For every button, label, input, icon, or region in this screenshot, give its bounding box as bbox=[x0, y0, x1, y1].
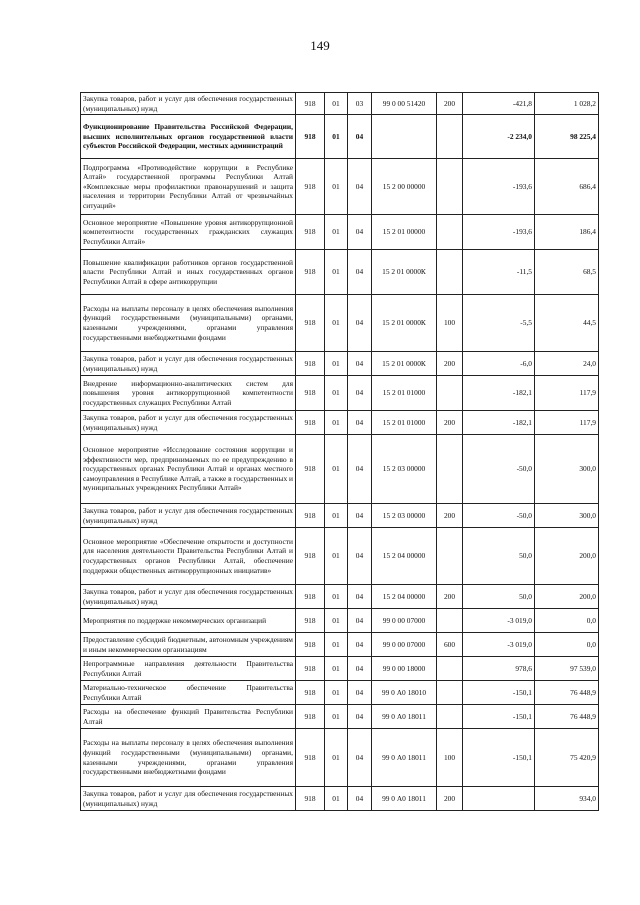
expense-type-cell bbox=[437, 250, 463, 295]
subsection-code-cell: 04 bbox=[348, 295, 372, 352]
expense-type-cell bbox=[437, 376, 463, 411]
target-article-cell: 15 2 01 0000К bbox=[372, 250, 437, 295]
target-article-cell: 15 2 01 01000 bbox=[372, 411, 437, 435]
expense-type-cell: 200 bbox=[437, 585, 463, 609]
admin-code-cell: 918 bbox=[296, 705, 325, 729]
target-article-cell: 15 2 01 00000 bbox=[372, 215, 437, 250]
subsection-code-cell: 04 bbox=[348, 411, 372, 435]
admin-code-cell: 918 bbox=[296, 609, 325, 633]
section-code-cell: 01 bbox=[325, 159, 348, 215]
change-amount-cell: -2 234,0 bbox=[463, 115, 535, 159]
expense-name-cell: Предоставление субсидий бюджетным, автономным учреждениям и иным некоммерческим организациям bbox=[81, 633, 296, 657]
admin-code-cell: 918 bbox=[296, 295, 325, 352]
subsection-code-cell: 04 bbox=[348, 215, 372, 250]
admin-code-cell: 918 bbox=[296, 411, 325, 435]
total-amount-cell: 934,0 bbox=[535, 787, 599, 811]
target-article-cell: 15 2 01 01000 bbox=[372, 376, 437, 411]
total-amount-cell: 200,0 bbox=[535, 528, 599, 585]
page-number: 149 bbox=[310, 38, 330, 53]
admin-code-cell: 918 bbox=[296, 585, 325, 609]
total-amount-cell: 686,4 bbox=[535, 159, 599, 215]
total-amount-cell: 24,0 bbox=[535, 352, 599, 376]
table-row bbox=[81, 93, 599, 115]
change-amount-cell: -150,1 bbox=[463, 705, 535, 729]
table-row bbox=[81, 159, 599, 215]
section-code-cell: 01 bbox=[325, 705, 348, 729]
change-amount-cell: -3 019,0 bbox=[463, 609, 535, 633]
admin-code-cell: 918 bbox=[296, 633, 325, 657]
section-code-cell: 01 bbox=[325, 633, 348, 657]
expense-name-cell: Материально-техническое обеспечение Правительства Республики Алтай bbox=[81, 681, 296, 705]
expense-name-cell: Повышение квалификации работников органов государственной власти Республики Алтай и иных государственных органов Республики Алтай в сфере антикоррупции bbox=[81, 250, 296, 295]
subsection-code-cell: 04 bbox=[348, 633, 372, 657]
subsection-code-cell: 03 bbox=[348, 93, 372, 115]
target-article-cell: 15 2 01 0000К bbox=[372, 295, 437, 352]
section-code-cell: 01 bbox=[325, 295, 348, 352]
section-code-cell: 01 bbox=[325, 435, 348, 504]
admin-code-cell: 918 bbox=[296, 352, 325, 376]
section-code-cell: 01 bbox=[325, 504, 348, 528]
subsection-code-cell: 04 bbox=[348, 115, 372, 159]
target-article-cell: 15 2 03 00000 bbox=[372, 435, 437, 504]
table-row bbox=[81, 504, 599, 528]
target-article-cell: 99 0 А0 18011 bbox=[372, 705, 437, 729]
expense-type-cell: 200 bbox=[437, 93, 463, 115]
total-amount-cell: 76 448,9 bbox=[535, 681, 599, 705]
change-amount-cell: -421,8 bbox=[463, 93, 535, 115]
expense-type-cell bbox=[437, 705, 463, 729]
section-code-cell: 01 bbox=[325, 681, 348, 705]
table-row bbox=[81, 657, 599, 681]
admin-code-cell: 918 bbox=[296, 681, 325, 705]
subsection-code-cell: 04 bbox=[348, 787, 372, 811]
table-body bbox=[81, 93, 599, 811]
change-amount-cell: -3 019,0 bbox=[463, 633, 535, 657]
section-code-cell: 01 bbox=[325, 528, 348, 585]
expense-name-cell: Основное мероприятие «Обеспечение открытости и доступности для населения деятельности Правительства Республики Алтай и государственных органов Республики Алтай, обеспечение поддержки общественных антикоррупционных инициатив» bbox=[81, 528, 296, 585]
section-code-cell: 01 bbox=[325, 250, 348, 295]
admin-code-cell: 918 bbox=[296, 159, 325, 215]
target-article-cell: 15 2 04 00000 bbox=[372, 528, 437, 585]
expense-name-cell: Расходы на обеспечение функций Правительства Республики Алтай bbox=[81, 705, 296, 729]
admin-code-cell: 918 bbox=[296, 657, 325, 681]
table-row bbox=[81, 633, 599, 657]
change-amount-cell: -150,1 bbox=[463, 729, 535, 787]
target-article-cell: 99 0 00 07000 bbox=[372, 609, 437, 633]
expense-type-cell: 200 bbox=[437, 504, 463, 528]
subsection-code-cell: 04 bbox=[348, 657, 372, 681]
change-amount-cell: 978,6 bbox=[463, 657, 535, 681]
change-amount-cell: -193,6 bbox=[463, 159, 535, 215]
expense-name-cell: Закупка товаров, работ и услуг для обеспечения государственных (муниципальных) нужд bbox=[81, 585, 296, 609]
subsection-code-cell: 04 bbox=[348, 609, 372, 633]
expense-type-cell bbox=[437, 528, 463, 585]
total-amount-cell: 76 448,9 bbox=[535, 705, 599, 729]
expense-type-cell: 100 bbox=[437, 729, 463, 787]
section-code-cell: 01 bbox=[325, 376, 348, 411]
section-code-cell: 01 bbox=[325, 657, 348, 681]
section-code-cell: 01 bbox=[325, 215, 348, 250]
section-code-cell: 01 bbox=[325, 115, 348, 159]
expense-type-cell bbox=[437, 609, 463, 633]
admin-code-cell: 918 bbox=[296, 115, 325, 159]
subsection-code-cell: 04 bbox=[348, 528, 372, 585]
admin-code-cell: 918 bbox=[296, 93, 325, 115]
table-row bbox=[81, 435, 599, 504]
subsection-code-cell: 04 bbox=[348, 585, 372, 609]
subsection-code-cell: 04 bbox=[348, 681, 372, 705]
total-amount-cell: 75 420,9 bbox=[535, 729, 599, 787]
expense-name-cell: Закупка товаров, работ и услуг для обеспечения государственных (муниципальных) нужд bbox=[81, 411, 296, 435]
change-amount-cell: 50,0 bbox=[463, 528, 535, 585]
expense-type-cell: 200 bbox=[437, 787, 463, 811]
table-row bbox=[81, 115, 599, 159]
table-row bbox=[81, 295, 599, 352]
table-row bbox=[81, 250, 599, 295]
table-row bbox=[81, 352, 599, 376]
admin-code-cell: 918 bbox=[296, 250, 325, 295]
expense-name-cell: Закупка товаров, работ и услуг для обеспечения государственных (муниципальных) нужд bbox=[81, 352, 296, 376]
expense-name-cell: Внедрение информационно-аналитических систем для повышения уровня антикоррупционной компетентности государственных служащих Республики Алтай bbox=[81, 376, 296, 411]
subsection-code-cell: 04 bbox=[348, 729, 372, 787]
expense-name-cell: Закупка товаров, работ и услуг для обеспечения государственных (муниципальных) нужд bbox=[81, 504, 296, 528]
table-row bbox=[81, 705, 599, 729]
target-article-cell: 99 0 А0 18011 bbox=[372, 729, 437, 787]
change-amount-cell: -193,6 bbox=[463, 215, 535, 250]
total-amount-cell: 300,0 bbox=[535, 435, 599, 504]
target-article-cell: 99 0 00 07000 bbox=[372, 633, 437, 657]
admin-code-cell: 918 bbox=[296, 435, 325, 504]
subsection-code-cell: 04 bbox=[348, 376, 372, 411]
table-row bbox=[81, 729, 599, 787]
subsection-code-cell: 04 bbox=[348, 352, 372, 376]
expense-name-cell: Расходы на выплаты персоналу в целях обеспечения выполнения функций государственными (муниципальными) органами, казенными учреждениями, органами управления государственными внебюджетными фондами bbox=[81, 729, 296, 787]
change-amount-cell: 50,0 bbox=[463, 585, 535, 609]
admin-code-cell: 918 bbox=[296, 504, 325, 528]
table-row bbox=[81, 215, 599, 250]
section-code-cell: 01 bbox=[325, 729, 348, 787]
total-amount-cell: 117,9 bbox=[535, 411, 599, 435]
table-row bbox=[81, 787, 599, 811]
total-amount-cell: 200,0 bbox=[535, 585, 599, 609]
change-amount-cell: -11,5 bbox=[463, 250, 535, 295]
expense-type-cell bbox=[437, 159, 463, 215]
subsection-code-cell: 04 bbox=[348, 250, 372, 295]
expense-type-cell bbox=[437, 681, 463, 705]
table-row bbox=[81, 376, 599, 411]
admin-code-cell: 918 bbox=[296, 376, 325, 411]
expense-name-cell: Основное мероприятие «Повышение уровня антикоррупционной компетентности государственных гражданских служащих Республики Алтай» bbox=[81, 215, 296, 250]
expense-type-cell: 200 bbox=[437, 352, 463, 376]
total-amount-cell: 117,9 bbox=[535, 376, 599, 411]
expense-type-cell bbox=[437, 115, 463, 159]
change-amount-cell: -50,0 bbox=[463, 435, 535, 504]
total-amount-cell: 186,4 bbox=[535, 215, 599, 250]
total-amount-cell: 0,0 bbox=[535, 633, 599, 657]
section-code-cell: 01 bbox=[325, 411, 348, 435]
total-amount-cell: 300,0 bbox=[535, 504, 599, 528]
section-code-cell: 01 bbox=[325, 585, 348, 609]
expense-name-cell: Подпрограмма «Противодействие коррупции в Республике Алтай» государственной программы Республики Алтай «Комплексные меры профилактики правонарушений и защита населения и территории Республики Алтай от чрезвычайных ситуаций» bbox=[81, 159, 296, 215]
target-article-cell: 99 0 00 51420 bbox=[372, 93, 437, 115]
subsection-code-cell: 04 bbox=[348, 504, 372, 528]
target-article-cell bbox=[372, 115, 437, 159]
expense-name-cell: Функционирование Правительства Российской Федерации, высших исполнительных органов государственной власти субъектов Российской Федерации, местных администраций bbox=[81, 115, 296, 159]
expense-type-cell: 600 bbox=[437, 633, 463, 657]
expense-name-cell: Непрограммные направления деятельности Правительства Республики Алтай bbox=[81, 657, 296, 681]
table-row bbox=[81, 528, 599, 585]
expense-name-cell: Расходы на выплаты персоналу в целях обеспечения выполнения функций государственными (муниципальными) органами, казенными учреждениями, органами управления государственными внебюджетными фондами bbox=[81, 295, 296, 352]
total-amount-cell: 97 539,0 bbox=[535, 657, 599, 681]
admin-code-cell: 918 bbox=[296, 729, 325, 787]
section-code-cell: 01 bbox=[325, 609, 348, 633]
target-article-cell: 15 2 04 00000 bbox=[372, 585, 437, 609]
total-amount-cell: 0,0 bbox=[535, 609, 599, 633]
target-article-cell: 15 2 03 00000 bbox=[372, 504, 437, 528]
change-amount-cell: -182,1 bbox=[463, 376, 535, 411]
table-row bbox=[81, 681, 599, 705]
total-amount-cell: 98 225,4 bbox=[535, 115, 599, 159]
subsection-code-cell: 04 bbox=[348, 159, 372, 215]
target-article-cell: 99 0 00 18000 bbox=[372, 657, 437, 681]
target-article-cell: 99 0 А0 18010 bbox=[372, 681, 437, 705]
change-amount-cell: -5,5 bbox=[463, 295, 535, 352]
total-amount-cell: 44,5 bbox=[535, 295, 599, 352]
subsection-code-cell: 04 bbox=[348, 435, 372, 504]
budget-table bbox=[80, 92, 599, 811]
expense-type-cell: 200 bbox=[437, 411, 463, 435]
total-amount-cell: 68,5 bbox=[535, 250, 599, 295]
expense-name-cell: Основное мероприятие «Исследование состояния коррупции и эффективности мер, предпринимаемых по ее предупреждению в государственных органах Республики Алтай и органах местного самоуправления в Республике Алтай, а также в государственных и муниципальных учреждениях Республики Алтай» bbox=[81, 435, 296, 504]
table-row bbox=[81, 585, 599, 609]
change-amount-cell: -6,0 bbox=[463, 352, 535, 376]
admin-code-cell: 918 bbox=[296, 215, 325, 250]
section-code-cell: 01 bbox=[325, 93, 348, 115]
table-row bbox=[81, 609, 599, 633]
admin-code-cell: 918 bbox=[296, 787, 325, 811]
change-amount-cell: -50,0 bbox=[463, 504, 535, 528]
table-row bbox=[81, 411, 599, 435]
change-amount-cell bbox=[463, 787, 535, 811]
expense-type-cell bbox=[437, 657, 463, 681]
expense-type-cell bbox=[437, 215, 463, 250]
expense-name-cell: Закупка товаров, работ и услуг для обеспечения государственных (муниципальных) нужд bbox=[81, 787, 296, 811]
expense-type-cell: 100 bbox=[437, 295, 463, 352]
change-amount-cell: -150,1 bbox=[463, 681, 535, 705]
change-amount-cell: -182,1 bbox=[463, 411, 535, 435]
target-article-cell: 15 2 01 0000К bbox=[372, 352, 437, 376]
expense-name-cell: Мероприятия по поддержке некоммерческих организаций bbox=[81, 609, 296, 633]
expense-name-cell: Закупка товаров, работ и услуг для обеспечения государственных (муниципальных) нужд bbox=[81, 93, 296, 115]
total-amount-cell: 1 028,2 bbox=[535, 93, 599, 115]
expense-type-cell bbox=[437, 435, 463, 504]
section-code-cell: 01 bbox=[325, 787, 348, 811]
subsection-code-cell: 04 bbox=[348, 705, 372, 729]
admin-code-cell: 918 bbox=[296, 528, 325, 585]
target-article-cell: 99 0 А0 18011 bbox=[372, 787, 437, 811]
target-article-cell: 15 2 00 00000 bbox=[372, 159, 437, 215]
section-code-cell: 01 bbox=[325, 352, 348, 376]
